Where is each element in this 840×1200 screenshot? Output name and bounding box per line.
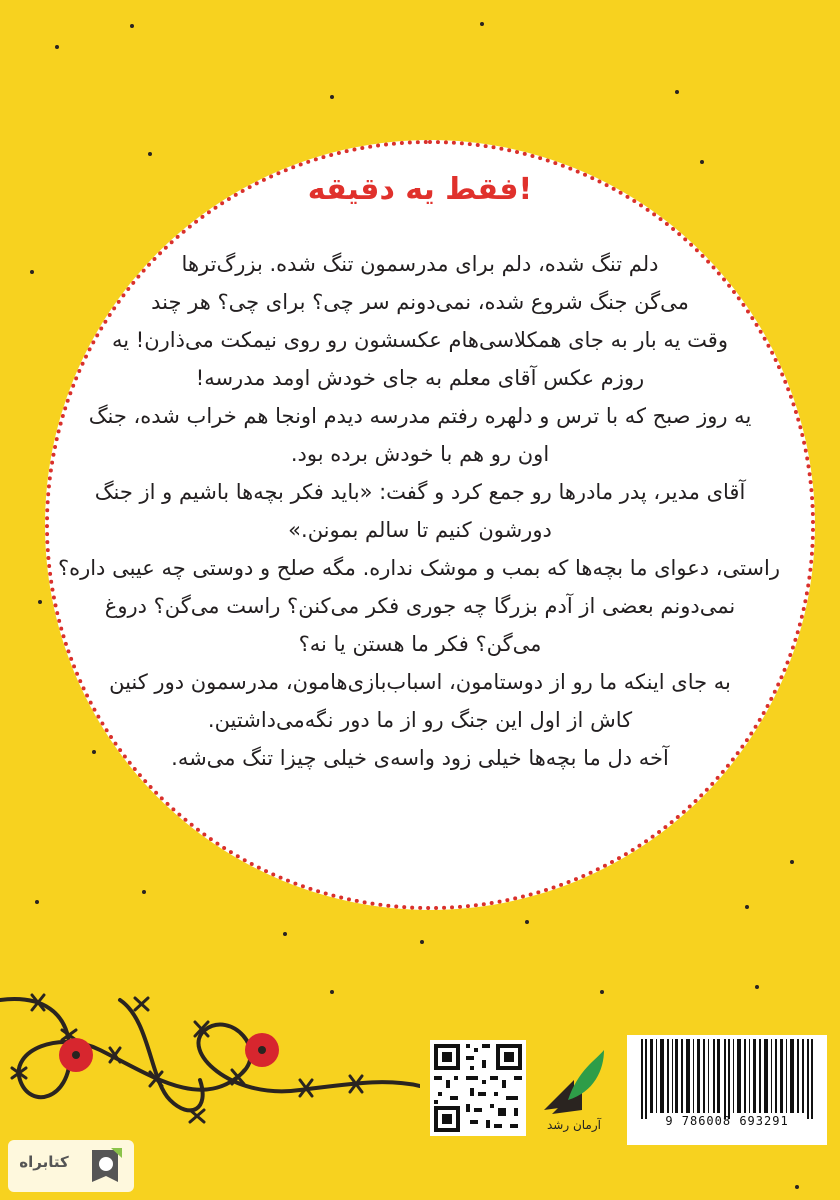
- flower-icon: [59, 1038, 93, 1072]
- star-dot: [30, 270, 34, 274]
- story-line: آقای مدیر، پدر مادرها رو جمع کرد و گفت: «باید فکر بچه‌ها باشیم و از جنگ: [94, 480, 746, 504]
- star-dot: [130, 24, 134, 28]
- barbed-wire-illustration: [0, 960, 420, 1160]
- star-dot: [35, 900, 39, 904]
- story-line: روزم عکس آقای معلم به جای خودش اومد مدرسه!: [195, 366, 645, 390]
- star-dot: [525, 920, 529, 924]
- star-dot: [420, 940, 424, 944]
- story-text: [57, 245, 780, 777]
- star-dot: [38, 600, 42, 604]
- barcode: [627, 1035, 827, 1145]
- story-line: می‌گن جنگ شروع شده، نمی‌دونم سر چی؟ برای چی؟ هر چند: [151, 290, 689, 314]
- story-line: راستی، دعوای ما بچه‌ها که بمب و موشک نداره. مگه صلح و دوستی چه عیبی داره؟: [57, 556, 780, 580]
- star-dot: [142, 890, 146, 894]
- story-line: یه روز صبح که با ترس و دلهره رفتم مدرسه دیدم اونجا هم خراب شده، جنگ: [88, 404, 752, 428]
- story-line: وقت یه بار به جای همکلاسی‌هام عکسشون رو روی نیمکت می‌ذارن! یه: [112, 328, 728, 352]
- star-dot: [700, 160, 704, 164]
- star-dot: [675, 90, 679, 94]
- story-line: اون رو هم با خودش برده بود.: [290, 442, 550, 466]
- star-dot: [283, 932, 287, 936]
- star-dot: [755, 985, 759, 989]
- story-line: می‌گن؟ فکر ما هستن یا نه؟: [298, 632, 542, 656]
- star-dot: [790, 860, 794, 864]
- ketabrah-logo-icon: [84, 1144, 128, 1188]
- star-dot: [55, 45, 59, 49]
- story-line: به جای اینکه ما رو از دوستامون، اسباب‌بازی‌هامون، مدرسمون دور کنین: [109, 670, 731, 694]
- star-dot: [330, 95, 334, 99]
- page-title: فقط یه دقیقه!: [307, 172, 533, 207]
- star-dot: [480, 22, 484, 26]
- star-dot: [148, 152, 152, 156]
- watermark-text: کتابراه: [19, 1153, 69, 1171]
- star-dot: [600, 990, 604, 994]
- story-line: نمی‌دونم بعضی از آدم بزرگا چه جوری فکر می‌کنن؟ راست می‌گن؟ دروغ: [104, 594, 736, 618]
- story-line: آخه دل ما بچه‌ها خیلی زود واسه‌ی خیلی چیزا تنگ می‌شه.: [171, 746, 669, 770]
- story-line: کاش از اول این جنگ رو از ما دور نگه‌می‌داشتین.: [207, 708, 633, 732]
- qr-code: [430, 1040, 526, 1136]
- publisher-name: آرمان رشد: [547, 1118, 601, 1132]
- star-dot: [745, 905, 749, 909]
- story-line: دورشون کنیم تا سالم بمونن.»: [288, 518, 552, 542]
- story-line: دلم تنگ شده، دلم برای مدرسمون تنگ شده. بزرگ‌ترها: [181, 252, 659, 276]
- flower-icon: [245, 1033, 279, 1067]
- isbn-number: 9 786008 693291: [665, 1114, 789, 1128]
- star-dot: [795, 1185, 799, 1189]
